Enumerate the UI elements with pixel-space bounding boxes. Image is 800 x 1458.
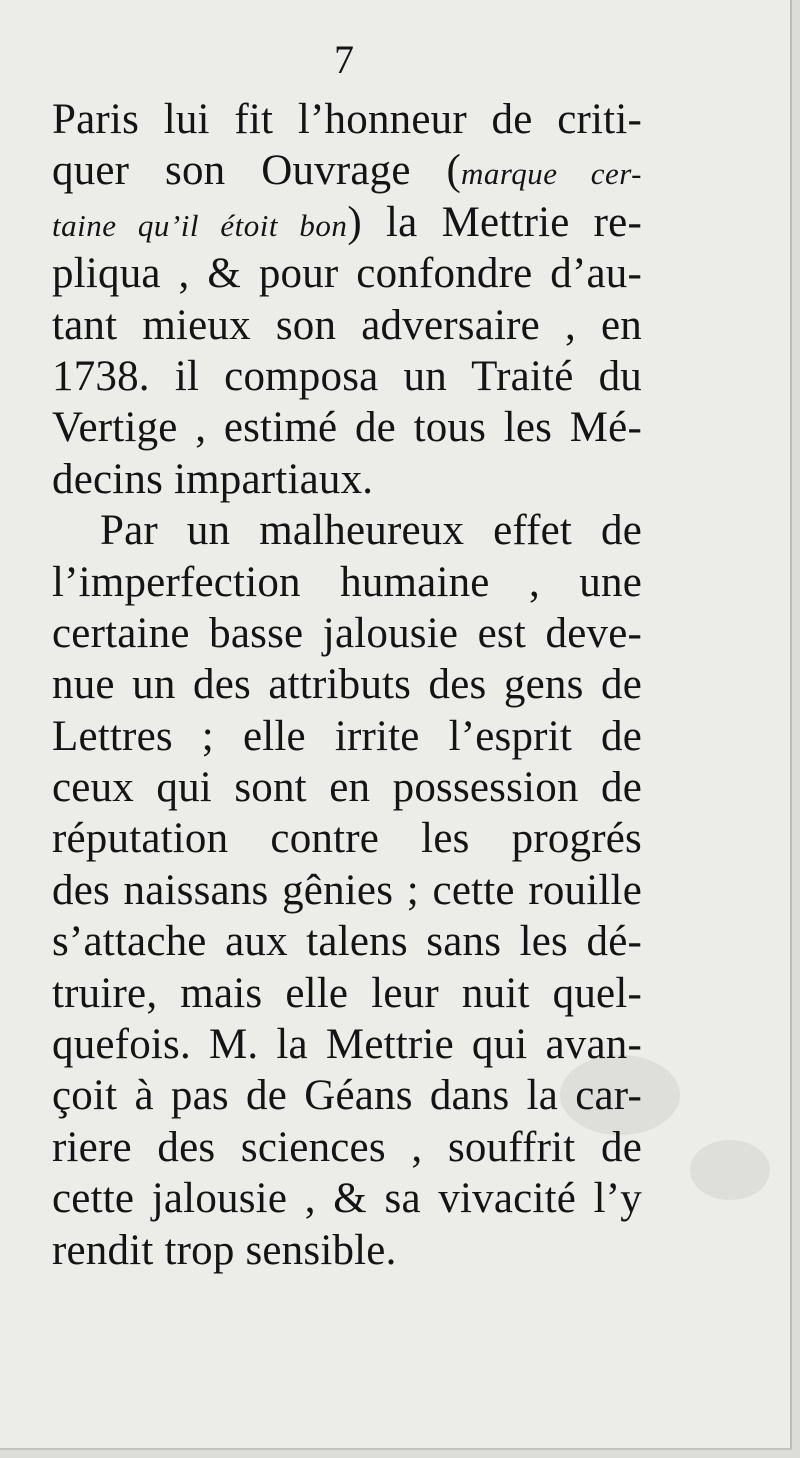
page-number: 7: [334, 37, 354, 82]
text-line: l’imperfection humaine , une: [52, 558, 642, 606]
text-line: nue un des attributs des gens de: [52, 661, 642, 709]
text-line: cette jalousie , & sa vivacité l’y: [52, 1175, 642, 1223]
text-line: réputation contre les progrés: [52, 815, 642, 863]
text-line: 1738. il composa un Traité du: [52, 352, 642, 400]
text-line: quefois. M. la Mettrie qui avan-: [52, 1021, 642, 1069]
text-line: riere des sciences , souffrit de: [52, 1123, 642, 1171]
text-line: Par un malheureux effet de: [100, 507, 642, 555]
text-line: rendit trop sensible.: [52, 1226, 397, 1274]
text-line: çoit à pas de Géans dans la car-: [52, 1072, 642, 1120]
paper-stain: [690, 1140, 770, 1200]
text-line: s’attache aux talens sans les dé-: [52, 918, 642, 966]
text-line: des naissans gênies ; cette rouille: [52, 866, 642, 914]
text-line: Vertige , estimé de tous les Mé-: [52, 404, 642, 452]
text-line: tant mieux son adversaire , en: [52, 301, 642, 349]
text-line: taine qu’il étoit bon) la Mettrie re-: [52, 198, 642, 246]
text-line: Lettres ; elle irrite l’esprit de: [52, 712, 642, 760]
text-line: Paris lui fit l’honneur de criti-: [52, 96, 642, 143]
text-line: decins impartiaux.: [52, 455, 374, 503]
text-line: ceux qui sont en possession de: [52, 764, 642, 812]
text-line: certaine basse jalousie est deve-: [52, 609, 642, 657]
text-line: quer son Ouvrage (marque cer-: [52, 147, 642, 195]
text-line: pliqua , & pour confondre d’au-: [52, 250, 642, 298]
body-text: [52, 94, 642, 1276]
text-line: truire, mais elle leur nuit quel-: [52, 969, 642, 1017]
